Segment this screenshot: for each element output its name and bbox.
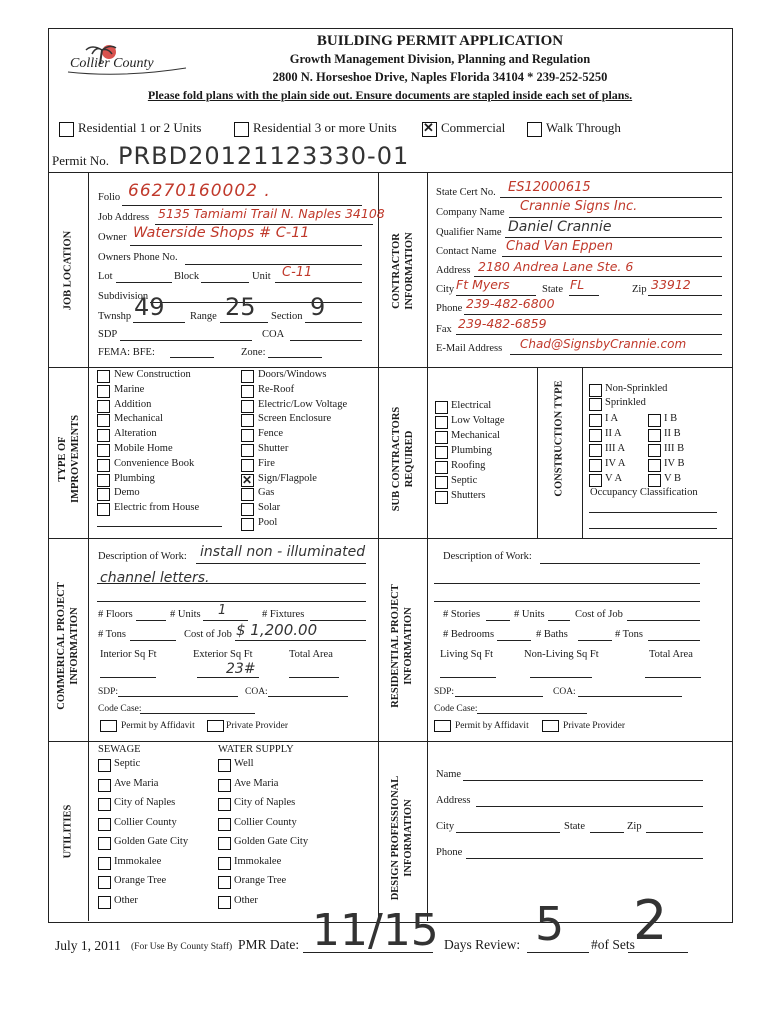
improvement-mobile-home-label: Mobile Home [114,443,173,454]
com-exterior-label: Exterior Sq Ft [193,649,253,660]
sewage-ave-maria-label: Ave Maria [114,777,159,789]
improvement-re-roof-checkbox[interactable] [241,385,254,398]
improvement-doors-windows-checkbox[interactable] [241,370,254,383]
dp-state-label: State [564,821,585,832]
unit-label: Unit [252,271,271,282]
divider-utilities [48,741,733,742]
qualifier-name-value[interactable]: Daniel Crannie [508,219,612,235]
col-construction-right [582,367,583,538]
ctype-v-a-label: V A [605,473,623,484]
improvement-screen-enclosure-checkbox[interactable] [241,414,254,427]
improvement-plumbing-checkbox[interactable] [97,474,110,487]
improvement-electric-from-house-checkbox[interactable] [97,503,110,516]
divider-top [48,172,733,173]
range-value[interactable]: 25 [225,293,256,321]
res-affidavit-checkbox[interactable] [434,720,451,732]
com-tons-label: # Tons [98,629,126,640]
sewage-other-checkbox[interactable] [98,896,111,909]
water-other-label: Other [234,894,258,906]
com-private-checkbox[interactable] [207,720,224,732]
owner-value[interactable]: Waterside Shops # C-11 [133,225,310,241]
res-units-label: # Units [514,609,545,620]
com-fixtures-label: # Fixtures [262,609,305,620]
com-coa-label: COA: [245,687,268,697]
sub-shutters-label: Shutters [451,490,486,501]
improvement-electric-low-voltage-checkbox[interactable] [241,400,254,413]
address-label: Address [436,265,471,276]
days-review-value[interactable]: 5 [535,897,565,951]
com-cost-label: Cost of Job [184,629,232,640]
water-golden-gate-city-label: Golden Gate City [234,836,309,847]
non-sprinkled-label: Non-Sprinkled [605,383,668,394]
dp-phone-label: Phone [436,847,463,858]
section-label: Section [271,311,303,322]
walk-through-label: Walk Through [546,120,621,135]
sub-low-voltage-label: Low Voltage [451,415,505,426]
improvement-convenience-book-label: Convenience Book [114,457,195,469]
phone-label: Phone [436,303,463,314]
com-total-label: Total Area [289,649,333,660]
com-desc-line2[interactable]: channel letters. [100,570,210,586]
ctype-iv-b-label: IV B [664,458,685,469]
footer-staff-note: (For Use By County Staff) [131,942,233,952]
sewage-collier-county-checkbox[interactable] [98,818,111,831]
sewage-city-of-naples-checkbox[interactable] [98,798,111,811]
subdivision-label: Subdivision [98,291,149,302]
sewage-immokalee-checkbox[interactable] [98,857,111,870]
com-exterior-value[interactable]: 23# [226,661,256,677]
company-name-label: Company Name [436,207,505,218]
design-pro-title: DESIGN PROFESSIONAL INFORMATION [390,775,414,901]
state-cert-value[interactable]: ES12000615 [508,180,591,195]
ctype-ii-b-checkbox[interactable] [648,429,661,442]
com-desc-line1[interactable]: install non - illuminated [200,544,366,560]
water-ave-maria-checkbox[interactable] [218,779,231,792]
sewage-ave-maria-checkbox[interactable] [98,779,111,792]
res-nonliving-label: Non-Living Sq Ft [524,649,599,660]
improvement-addition-label: Addition [114,398,152,410]
job-location-title: JOB LOCATION [62,230,74,311]
ctype-iv-a-label: IV A [605,458,626,469]
sewage-city-of-naples-label: City of Naples [114,797,176,808]
com-affidavit-label: Permit by Affidavit [121,721,195,731]
water-well-label: Well [234,758,254,769]
com-floors-label: # Floors [98,609,133,620]
res-private-label: Private Provider [563,721,626,731]
improvement-fence-label: Fence [258,428,284,440]
com-cost-value[interactable]: $ 1,200.00 [236,621,318,639]
residential-title: RESIDENTIAL PROJECT INFORMATION [390,584,414,708]
water-orange-tree-checkbox[interactable] [218,876,231,889]
ctype-v-b-checkbox[interactable] [648,474,661,487]
fax-value[interactable]: 239-482-6859 [458,316,547,331]
improvement-pool-checkbox[interactable] [241,518,254,531]
sub-plumbing-checkbox[interactable] [435,446,448,459]
improvement-plumbing-label: Plumbing [114,472,155,484]
improvement-fence-checkbox[interactable] [241,429,254,442]
ctype-iv-b-checkbox[interactable] [648,459,661,472]
sewage-label: SEWAGE [98,744,141,755]
ctype-i-b-checkbox[interactable] [648,414,661,427]
dp-zip-label: Zip [627,821,642,832]
improvement-sign-flagpole-label: Sign/Flagpole [258,472,317,484]
divider-project [48,538,733,539]
sub-mechanical-checkbox[interactable] [435,431,448,444]
improvement-marine-checkbox[interactable] [97,385,110,398]
owner-label: Owner [98,232,127,243]
phone-value[interactable]: 239-482-6800 [466,296,555,311]
res-private-checkbox[interactable] [542,720,559,732]
city-label: City [436,284,455,295]
zip-value[interactable]: 33912 [651,277,691,292]
col-left-divider [88,172,89,921]
state-label: State [542,284,563,295]
coa-label: COA [262,329,285,340]
water-well-checkbox[interactable] [218,759,231,772]
lot-label: Lot [98,271,113,282]
construction-type-title: CONSTRUCTION TYPE [553,380,565,497]
logo-text: Collier County [70,56,154,71]
com-private-label: Private Provider [226,721,289,731]
twnshp-value[interactable]: 49 [134,293,165,321]
improvement-mobile-home-checkbox[interactable] [97,444,110,457]
res-baths-label: # Baths [536,629,568,640]
res-living-label: Living Sq Ft [440,649,494,660]
ctype-v-a-checkbox[interactable] [589,474,602,487]
sub-electrical-label: Electrical [451,400,492,411]
owners-phone-label: Owners Phone No. [98,252,178,263]
water-collier-county-checkbox[interactable] [218,818,231,831]
permit-no-value[interactable]: PRBD20121123330-01 [118,142,410,170]
sdp-label: SDP [98,329,118,340]
contractor-title: CONTRACTOR INFORMATION [391,232,415,310]
block-label: Block [174,271,200,282]
res-total-label: Total Area [649,649,693,660]
ctype-iii-b-label: III B [664,443,685,454]
divider-improvements [48,367,733,368]
water-collier-county-label: Collier County [234,816,297,828]
improvement-new-construction-checkbox[interactable] [97,370,110,383]
residential-1-2-label: Residential 1 or 2 Units [78,120,202,135]
address-line: 2800 N. Horseshoe Drive, Naples Florida 34104 * 239-252-5250 [272,70,608,84]
res-cost-label: Cost of Job [575,609,623,620]
improvement-sign-flagpole-check-mark: ✕ [242,472,253,487]
res-sdp-label: SDP: [434,687,455,697]
improvement-doors-windows-label: Doors/Windows [258,369,327,380]
qualifier-name-label: Qualifier Name [436,227,502,238]
company-name-value[interactable]: Crannie Signs Inc. [520,199,638,214]
folio-value[interactable]: 66270160002 . [128,181,271,201]
sub-roofing-label: Roofing [451,460,486,471]
col-mid-left-divider [378,172,379,921]
dp-city-label: City [436,821,455,832]
com-sdp-label: SDP: [98,687,119,697]
job-address-value[interactable]: 5135 Tamiami Trail N. Naples 34108 [158,206,385,221]
email-label: E-Mail Address [436,343,503,354]
job-address-label: Job Address [98,212,150,223]
sets-value[interactable]: 2 [633,889,668,952]
ctype-iii-b-checkbox[interactable] [648,444,661,457]
improvement-mechanical-checkbox[interactable] [97,414,110,427]
water-orange-tree-label: Orange Tree [234,875,287,886]
sewage-septic-checkbox[interactable] [98,759,111,772]
zip-label: Zip [632,284,647,295]
ctype-i-a-checkbox[interactable] [589,414,602,427]
improvement-alteration-checkbox[interactable] [97,429,110,442]
commercial-check-mark: ✕ [423,120,434,135]
sub-contractors-title: SUB CONTRACTORS REQUIRED [391,406,415,512]
water-immokalee-checkbox[interactable] [218,857,231,870]
com-code-case-label: Code Case: [98,704,142,714]
pmr-date-value[interactable]: 11/15 [312,905,439,956]
unit-value[interactable]: C-11 [282,265,313,280]
sub-plumbing-label: Plumbing [451,445,492,456]
ctype-ii-b-label: II B [664,428,681,439]
res-desc-label: Description of Work: [443,551,532,562]
commercial-label: Commercial [441,120,506,135]
res-affidavit-label: Permit by Affidavit [455,721,529,731]
ctype-iv-a-checkbox[interactable] [589,459,602,472]
improvement-marine-label: Marine [114,383,145,395]
sewage-immokalee-label: Immokalee [114,855,162,867]
sub-low-voltage-checkbox[interactable] [435,416,448,429]
water-golden-gate-city-checkbox[interactable] [218,837,231,850]
col-mid-right-divider [427,172,428,921]
ctype-i-b-label: I B [664,413,678,424]
non-sprinkled-checkbox[interactable] [589,384,602,397]
ctype-ii-a-checkbox[interactable] [589,429,602,442]
ctype-ii-a-label: II A [605,428,622,439]
improvement-addition-checkbox[interactable] [97,400,110,413]
section-value[interactable]: 9 [310,293,326,321]
res-bedrooms-label: # Bedrooms [443,629,495,640]
residential-3-label: Residential 3 or more Units [253,120,397,135]
sewage-other-label: Other [114,894,138,906]
res-coa-label: COA: [553,687,576,697]
improvement-electric-low-voltage-label: Electric/Low Voltage [258,398,348,410]
improvement-alteration-label: Alteration [114,428,157,440]
improvement-gas-label: Gas [258,487,275,499]
col-construction-left [537,367,538,538]
improvement-shutter-label: Shutter [258,443,289,454]
com-affidavit-checkbox[interactable] [100,720,117,732]
res-tons-label: # Tons [615,629,643,640]
improvement-fire-checkbox[interactable] [241,459,254,472]
sub-septic-label: Septic [451,475,478,486]
sub-shutters-checkbox[interactable] [435,491,448,504]
improvement-gas-checkbox[interactable] [241,488,254,501]
sub-septic-checkbox[interactable] [435,476,448,489]
sewage-orange-tree-checkbox[interactable] [98,876,111,889]
improvement-convenience-book-checkbox[interactable] [97,459,110,472]
improvement-shutter-checkbox[interactable] [241,444,254,457]
water-city-of-naples-checkbox[interactable] [218,798,231,811]
improvement-solar-label: Solar [258,502,281,514]
sets-label: #of Sets [591,937,635,952]
improvement-mechanical-label: Mechanical [114,413,163,425]
res-stories-label: # Stories [443,609,481,620]
fax-label: Fax [436,324,452,335]
twnshp-label: Twnshp [98,311,132,322]
res-code-case-label: Code Case: [434,704,478,714]
water-city-of-naples-label: City of Naples [234,797,296,808]
dp-name-label: Name [436,769,462,780]
email-value[interactable]: Chad@SignsbyCrannie.com [520,337,687,351]
sub-electrical-checkbox[interactable] [435,401,448,414]
commercial-title: COMMERICAL PROJECT INFORMATION [56,582,80,710]
sewage-septic-label: Septic [114,758,141,769]
city-value[interactable]: Ft Myers [456,277,510,292]
ctype-v-b-label: V B [664,473,682,484]
ctype-i-a-label: I A [605,413,619,424]
improvement-new-construction-label: New Construction [114,369,191,380]
water-immokalee-label: Immokalee [234,855,282,867]
sub-mechanical-label: Mechanical [451,430,500,441]
com-desc-label: Description of Work: [98,551,187,562]
improvement-pool-label: Pool [258,517,278,528]
folio-label: Folio [98,192,121,203]
utilities-title: UTILITIES [62,804,74,859]
sewage-collier-county-label: Collier County [114,816,177,828]
com-units-value[interactable]: 1 [218,603,227,618]
sewage-orange-tree-label: Orange Tree [114,875,167,886]
fema-label: FEMA: BFE: [98,347,155,358]
com-interior-label: Interior Sq Ft [100,649,157,660]
sprinkled-label: Sprinkled [605,397,646,408]
sprinkled-checkbox[interactable] [589,398,602,411]
permit-no-label: Permit No. [52,153,110,168]
address-value[interactable]: 2180 Andrea Lane Ste. 6 [478,259,634,274]
sewage-golden-gate-city-checkbox[interactable] [98,837,111,850]
division-line: Growth Management Division, Planning and Regulation [289,52,591,66]
pmr-date-label: PMR Date: [238,937,300,952]
occupancy-label: Occupancy Classification [590,487,698,498]
sewage-golden-gate-city-label: Golden Gate City [114,836,189,847]
state-cert-label: State Cert No. [436,187,496,198]
improvement-re-roof-label: Re-Roof [258,383,295,395]
ctype-iii-a-label: III A [605,443,626,454]
contact-name-value[interactable]: Chad Van Eppen [506,239,614,254]
water-supply-label: WATER SUPPLY [218,744,294,755]
improvement-solar-checkbox[interactable] [241,503,254,516]
form-title: BUILDING PERMIT APPLICATION [316,33,564,49]
sub-roofing-checkbox[interactable] [435,461,448,474]
zone-label: Zone: [241,347,266,358]
improvement-screen-enclosure-label: Screen Enclosure [258,413,332,425]
footer-date: July 1, 2011 [55,938,121,953]
days-review-label: Days Review: [444,937,521,952]
dp-address-label: Address [436,795,471,806]
improvement-demo-label: Demo [114,487,140,499]
improvements-title: TYPE OF IMPROVEMENTS [57,414,81,504]
ctype-iii-a-checkbox[interactable] [589,444,602,457]
instructions-line: Please fold plans with the plain side out. Ensure documents are stapled inside each set of plans. [147,88,633,102]
improvement-fire-label: Fire [258,457,275,469]
state-value[interactable]: FL [570,277,585,292]
range-label: Range [190,311,217,322]
contact-name-label: Contact Name [436,246,497,257]
com-units-label: # Units [170,609,201,620]
improvement-demo-checkbox[interactable] [97,488,110,501]
water-ave-maria-label: Ave Maria [234,777,279,789]
water-other-checkbox[interactable] [218,896,231,909]
improvement-electric-from-house-label: Electric from House [114,502,200,514]
